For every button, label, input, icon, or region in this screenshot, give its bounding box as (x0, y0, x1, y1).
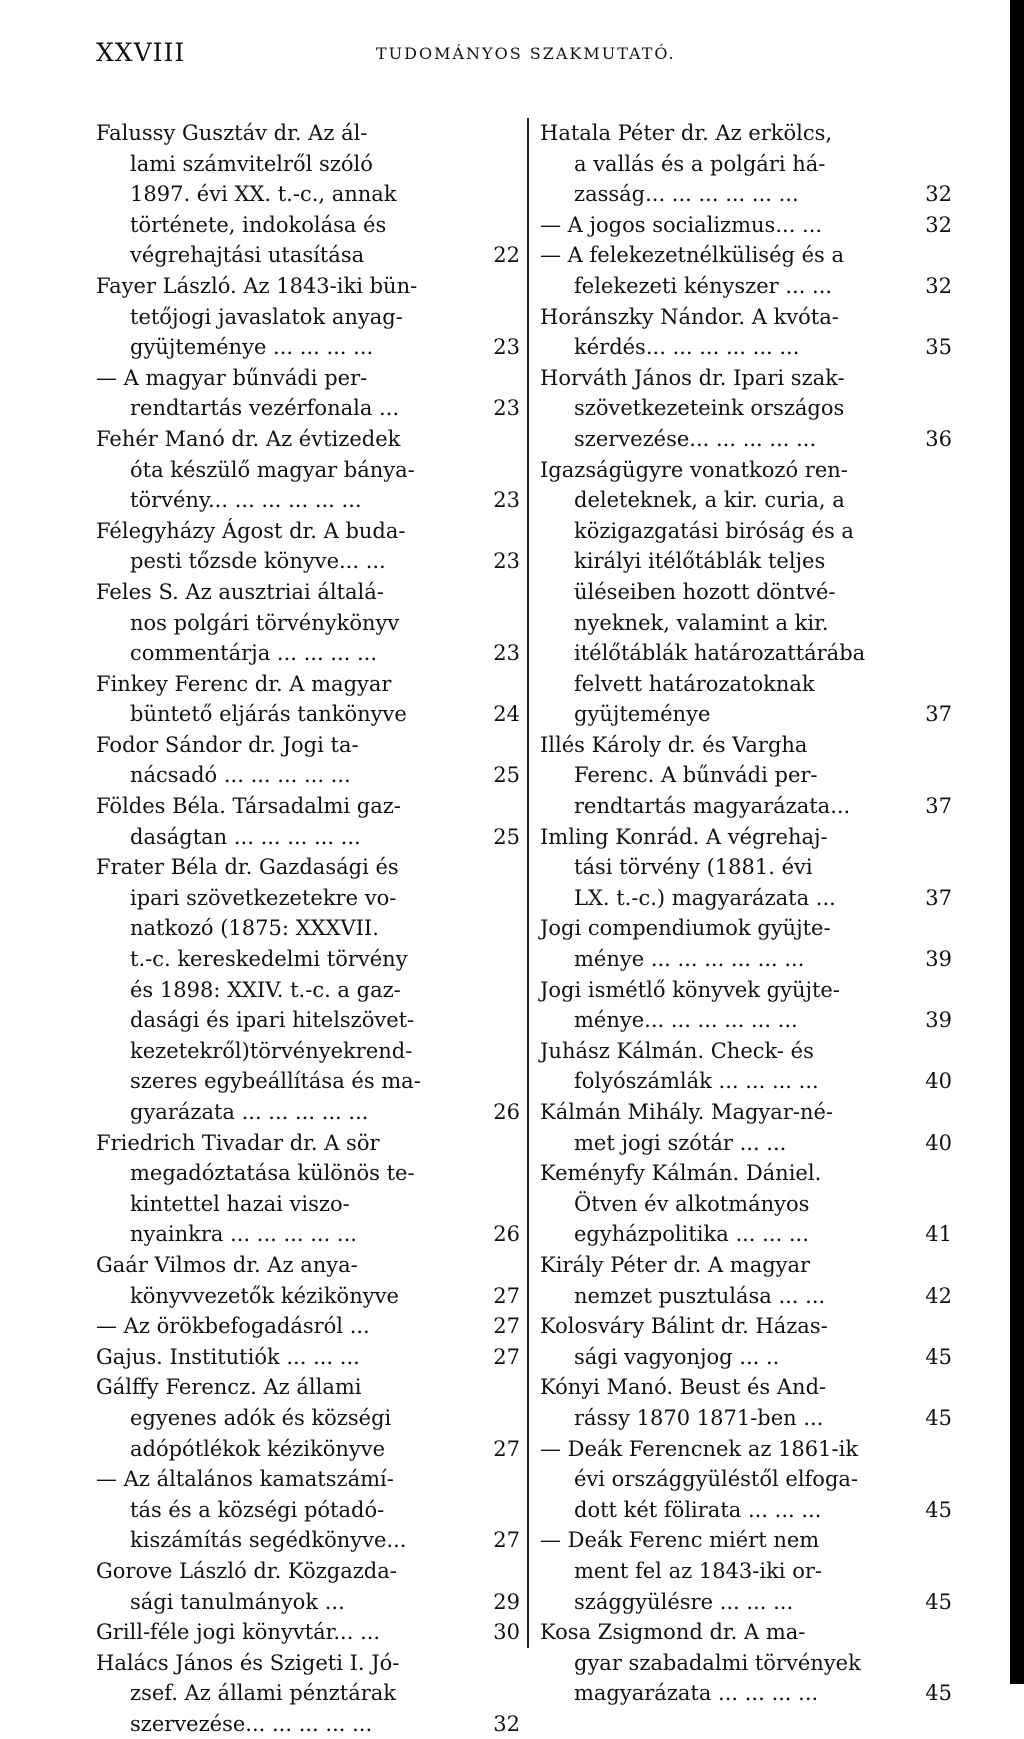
entry-line: szervezése... ... ... ... ... 32 (96, 1709, 520, 1739)
index-entry (96, 1617, 520, 1648)
entry-line: t.-c. kereskedelmi törvény (130, 947, 408, 972)
page-reference: 32 (925, 212, 952, 237)
entry-line: nos polgári törvénykönyv (130, 610, 400, 635)
index-entry (96, 271, 520, 363)
entry-line: — Deák Ferenc miért nem (540, 1528, 820, 1553)
index-entry (540, 822, 952, 914)
entry-line: dasági és ipari hitelszövet- (130, 1008, 415, 1033)
page-number: XXVIII (96, 38, 186, 67)
page-reference: 29 (493, 1589, 520, 1614)
page-reference: 37 (925, 885, 952, 910)
entry-line: Félegyházy Ágost dr. A buda- (96, 518, 406, 543)
entry-line: büntető eljárás tankönyve 24 (96, 699, 520, 730)
entry-line: üléseiben hozott döntvé- (574, 579, 836, 604)
index-entry (540, 302, 952, 363)
index-column-right (540, 118, 952, 1709)
entry-line: rendtartás vezérfonala ... 23 (96, 393, 520, 424)
entry-line: felekezeti kényszer ... ... 32 (540, 271, 952, 302)
entry-line: met jogi szótár ... ... 40 (540, 1128, 952, 1159)
entry-line: magyarázata ... ... ... ... 45 (540, 1678, 952, 1709)
page-reference: 27 (493, 1283, 520, 1308)
entry-line: tási törvény (1881. évi (574, 855, 813, 880)
index-entry (96, 852, 520, 1127)
entry-line: Ötven év alkotmányos (574, 1191, 810, 1216)
entry-line: Gajus. Institutiók ... ... ... 27 (96, 1342, 520, 1373)
entry-line: sági vagyonjog ... .. 45 (540, 1342, 952, 1373)
index-entry (96, 516, 520, 577)
index-entry (540, 240, 952, 301)
entry-line: 1897. évi XX. t.-c., annak (130, 182, 397, 207)
entry-line: Juhász Kálmán. Check- és (540, 1038, 814, 1063)
index-entry (540, 1036, 952, 1097)
entry-line: Grill-féle jogi könyvtár... ... 30 (96, 1617, 520, 1648)
index-entry (96, 1250, 520, 1311)
entry-line: LX. t.-c.) magyarázata ... 37 (540, 883, 952, 914)
entry-line: Gaár Vilmos dr. Az anya- (96, 1252, 358, 1277)
entry-line: ipari szövetkezetekre vo- (130, 885, 397, 910)
entry-line: ménye... ... ... ... ... ... 39 (540, 1005, 952, 1036)
entry-line: megadóztatása különös te- (130, 1161, 415, 1186)
entry-line: a vallás és a polgári há- (574, 151, 826, 176)
index-entry (540, 1525, 952, 1617)
index-entry (96, 1648, 520, 1739)
index-entry (96, 1128, 520, 1250)
page-reference: 23 (493, 641, 520, 666)
index-entry (540, 210, 952, 241)
index-entry (540, 1434, 952, 1526)
index-entry (540, 730, 952, 822)
entry-line: adópótlékok kézikönyve 27 (96, 1434, 520, 1465)
page-reference: 45 (925, 1681, 952, 1706)
entry-line: végrehajtási utasítása 22 (96, 240, 520, 271)
index-entry (96, 577, 520, 669)
entry-line: — A magyar bűnvádi per- (96, 365, 368, 390)
entry-line: ment fel az 1843-iki or- (574, 1558, 822, 1583)
entry-line: egyházpolitika ... ... ... 41 (540, 1219, 952, 1250)
entry-line: Jogi compendiumok gyüjte- (540, 916, 831, 941)
page-reference: 32 (493, 1711, 520, 1736)
page-reference: 39 (925, 947, 952, 972)
entry-line: Kónyi Manó. Beust és And- (540, 1375, 827, 1400)
page-reference: 36 (925, 426, 952, 451)
page-reference: 26 (493, 1222, 520, 1247)
entry-line: — A felekezetnélküliség és a (540, 243, 845, 268)
page-reference: 27 (493, 1436, 520, 1461)
entry-line: zasság... ... ... ... ... ... 32 (540, 179, 952, 210)
entry-line: nyainkra ... ... ... ... ... 26 (96, 1219, 520, 1250)
entry-line: kiszámítás segédkönyve... 27 (96, 1525, 520, 1556)
entry-line: óta készülő magyar bánya- (130, 457, 415, 482)
page-reference: 41 (925, 1222, 952, 1247)
entry-line: Ferenc. A bűnvádi per- (574, 763, 818, 788)
entry-line: sági tanulmányok ... 29 (96, 1587, 520, 1618)
entry-line: tás és a községi pótadó- (130, 1497, 385, 1522)
entry-line: ménye ... ... ... ... ... ... 39 (540, 944, 952, 975)
page-reference: 27 (493, 1528, 520, 1553)
entry-line: Illés Károly dr. és Vargha (540, 732, 808, 757)
entry-line: nyeknek, valamint a kir. (574, 610, 829, 635)
entry-line: Kolosváry Bálint dr. Házas- (540, 1314, 828, 1339)
page-header (96, 38, 936, 78)
page-reference: 42 (925, 1283, 952, 1308)
entry-line: daságtan ... ... ... ... ... 25 (96, 822, 520, 853)
entry-line: Frater Béla dr. Gazdasági és (96, 855, 399, 880)
entry-line: deleteknek, a kir. curia, a (574, 488, 845, 513)
page-reference: 37 (925, 702, 952, 727)
index-entry (540, 1311, 952, 1372)
entry-line: Feles S. Az ausztriai általá- (96, 579, 384, 604)
entry-line: commentárja ... ... ... ... 23 (96, 638, 520, 669)
entry-line: — A jogos socializmus... ... 32 (540, 210, 952, 241)
entry-line: zsef. Az állami pénztárak (130, 1681, 397, 1706)
entry-line: szeres egybeállítása és ma- (130, 1069, 421, 1094)
entry-line: gyar szabadalmi törvények (574, 1650, 861, 1675)
entry-line: Jogi ismétlő könyvek gyüjte- (540, 977, 840, 1002)
page-reference: 45 (925, 1405, 952, 1430)
entry-line: folyószámlák ... ... ... ... 40 (540, 1066, 952, 1097)
index-entry (540, 1372, 952, 1433)
index-entry (96, 730, 520, 791)
entry-line: Halács János és Szigeti I. Jó- (96, 1650, 400, 1675)
page-reference: 23 (493, 396, 520, 421)
entry-line: Kosa Zsigmond dr. A ma- (540, 1620, 806, 1645)
entry-line: felvett határozatoknak (574, 671, 815, 696)
index-entry (540, 1250, 952, 1311)
index-entry (540, 363, 952, 455)
entry-line: Igazságügyre vonatkozó ren- (540, 457, 848, 482)
entry-line: egyenes adók és községi (130, 1405, 392, 1430)
page-reference: 22 (493, 243, 520, 268)
entry-line: és 1898: XXIV. t.-c. a gaz- (130, 977, 401, 1002)
index-entry (540, 118, 952, 210)
entry-line: pesti tőzsde könyve... ... 23 (96, 546, 520, 577)
entry-line: nemzet pusztulása ... ... 42 (540, 1281, 952, 1312)
entry-line: Falussy Gusztáv dr. Az ál- (96, 121, 368, 145)
page-reference: 35 (925, 335, 952, 360)
page-reference: 30 (493, 1620, 520, 1645)
page-reference: 27 (493, 1314, 520, 1339)
index-entry (540, 1617, 952, 1709)
entry-line: Fayer László. Az 1843-iki bün- (96, 273, 418, 298)
entry-line: kezetekről)törvényekrend- (130, 1038, 413, 1063)
index-entry (96, 669, 520, 730)
entry-line: szággyülésre ... ... ... 45 (540, 1587, 952, 1618)
entry-line: Imling Konrád. A végrehaj- (540, 824, 828, 849)
index-entry (96, 1556, 520, 1617)
index-entry (96, 1372, 520, 1464)
entry-line: szövetkezeteink országos (574, 396, 845, 421)
entry-line: Földes Béla. Társadalmi gaz- (96, 794, 401, 819)
running-head: TUDOMÁNYOS SZAKMUTATÓ. (376, 44, 676, 63)
index-entry (96, 1311, 520, 1342)
page-reference: 25 (493, 763, 520, 788)
entry-line: gyarázata ... ... ... ... ... 26 (96, 1097, 520, 1128)
page-reference: 23 (493, 488, 520, 513)
entry-line: rendtartás magyarázata... 37 (540, 791, 952, 822)
entry-line: Kálmán Mihály. Magyar-né- (540, 1100, 833, 1124)
entry-line: nácsadó ... ... ... ... ... 25 (96, 760, 520, 791)
entry-line: Finkey Ferenc dr. A magyar (96, 671, 392, 696)
page-reference: 24 (493, 702, 520, 727)
page-reference: 40 (925, 1130, 952, 1155)
entry-line: Hatala Péter dr. Az erkölcs, (540, 121, 833, 145)
entry-line: Horánszky Nándor. A kvóta- (540, 304, 839, 329)
index-entry (96, 424, 520, 516)
entry-line: tetőjogi javaslatok anyag- (130, 304, 403, 329)
entry-line: Gálffy Ferencz. Az állami (96, 1375, 362, 1400)
entry-line: natkozó (1875: XXXVII. (130, 916, 379, 941)
index-entry (96, 363, 520, 424)
page-reference: 32 (925, 182, 952, 207)
index-entry (96, 118, 520, 271)
entry-line: törvény... ... ... ... ... ... 23 (96, 485, 520, 516)
page-reference: 40 (925, 1069, 952, 1094)
entry-line: — Az általános kamatszámí- (96, 1467, 394, 1492)
entry-line: Gorove László dr. Közgazda- (96, 1558, 397, 1583)
index-entry (540, 1097, 952, 1158)
entry-line: Király Péter dr. A magyar (540, 1252, 811, 1277)
entry-line: könyvvezetők kézikönyve 27 (96, 1281, 520, 1312)
entry-line: — Az örökbefogadásról ... 27 (96, 1311, 520, 1342)
entry-line: Keményfy Kálmán. Dániel. (540, 1161, 822, 1186)
index-entry (96, 1464, 520, 1556)
entry-line: közigazgatási biróság és a (574, 518, 854, 543)
page-reference: 45 (925, 1589, 952, 1614)
page-reference: 27 (493, 1344, 520, 1369)
page-reference: 23 (493, 549, 520, 574)
page-reference: 39 (925, 1008, 952, 1033)
entry-line: gyüjteménye 37 (540, 699, 952, 730)
entry-line: kérdés... ... ... ... ... ... 35 (540, 332, 952, 363)
page-reference: 26 (493, 1100, 520, 1124)
entry-line: évi országgyüléstől elfoga- (574, 1467, 859, 1492)
index-entry (540, 455, 952, 730)
page-reference: 25 (493, 824, 520, 849)
page-reference: 23 (493, 335, 520, 360)
entry-line: kintettel hazai viszo- (130, 1191, 350, 1216)
page-reference: 45 (925, 1344, 952, 1369)
index-entry (540, 913, 952, 974)
entry-line: — Deák Ferencnek az 1861-ik (540, 1436, 859, 1461)
entry-line: királyi itélőtáblák teljes (574, 549, 826, 574)
entry-line: Horváth János dr. Ipari szak- (540, 365, 845, 390)
index-entry (540, 1158, 952, 1250)
entry-line: gyüjteménye ... ... ... ... 23 (96, 332, 520, 363)
index-entry (96, 791, 520, 852)
index-column-left (96, 118, 520, 1739)
index-entry (96, 1342, 520, 1373)
entry-line: Fodor Sándor dr. Jogi ta- (96, 732, 359, 757)
entry-line: története, indokolása és (130, 212, 387, 237)
entry-line: szervezése... ... ... ... ... 36 (540, 424, 952, 455)
entry-line: dott két fölirata ... ... ... 45 (540, 1495, 952, 1526)
entry-line: Friedrich Tivadar dr. A sör (96, 1130, 380, 1155)
page-reference: 32 (925, 273, 952, 298)
entry-line: itélőtáblák határozattárába (574, 641, 866, 666)
entry-line: rássy 1870 1871-ben ... 45 (540, 1403, 952, 1434)
page-edge-shadow (1010, 0, 1024, 1684)
page-reference: 37 (925, 794, 952, 819)
entry-line: Fehér Manó dr. Az évtizedek (96, 426, 401, 451)
entry-line: lami számvitelről szóló (130, 151, 373, 176)
column-divider (527, 118, 529, 1648)
index-entry (540, 975, 952, 1036)
page-reference: 45 (925, 1497, 952, 1522)
